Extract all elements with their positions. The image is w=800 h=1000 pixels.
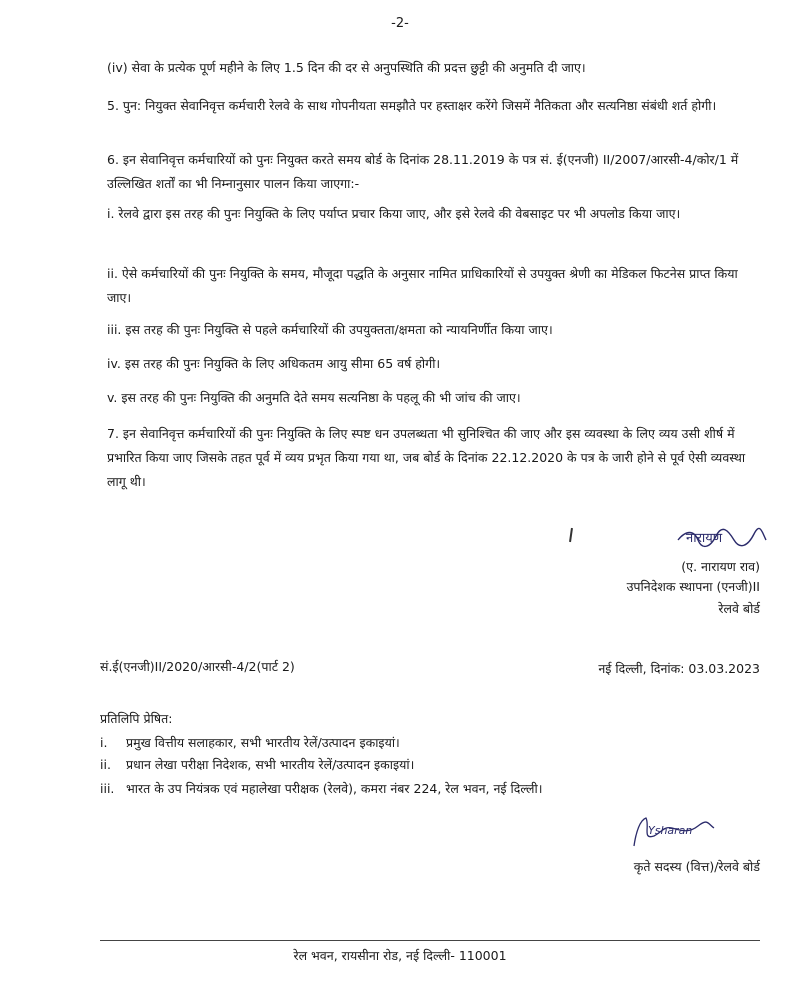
copy-item-number: iii. [100,781,115,796]
copy-item-number: ii. [100,757,111,772]
copy-item-number: i. [100,735,108,750]
signature-text-1: नारायण [686,531,723,546]
signatory-designation: उपनिदेशक स्थापना (एनजी)II [626,579,760,594]
signature-text-2: Ysharan [648,824,693,837]
condition-i-publicity: i. रेलवे द्वारा इस तरह की पुनः नियुक्ति के लिए पर्याप्त प्रचार किया जाए, और इसे रेलवे की वेबसाइट पर भी अपलोड किया जाए। [107,206,681,221]
paragraph-iv-leave: (iv) सेवा के प्रत्येक पूर्ण महीने के लिए 1.5 दिन की दर से अनुपस्थिति की प्रदत्त छुट्टी की अनुमति दी जाए। [107,60,586,75]
copy-item-text: भारत के उप नियंत्रक एवं महालेखा परीक्षक (रेलवे), कमरा नंबर 224, रेल भवन, नई दिल्ली। [125,781,543,796]
copy-list-item [100,734,400,751]
signatory-office: रेलवे बोर्ड [718,601,760,616]
copy-heading: प्रतिलिपि प्रेषित: [100,711,173,726]
paragraph-5-confidentiality: 5. पुन: नियुक्त सेवानिवृत्त कर्मचारी रेलवे के साथ गोपनीयता समझौते पर हस्ताक्षर करेंगे जिसमें नैतिकता और सत्यनिष्ठा संबंधी शर्त होगी। [107,98,717,113]
signature-mark-1 [676,524,768,554]
page-number: -2- [391,16,409,31]
copy-list-item [100,780,543,797]
footer-divider [100,940,760,941]
pen-mark [569,528,573,542]
paragraph-7-funds: 7. इन सेवानिवृत्त कर्मचारियों की पुनः नियुक्ति के लिए स्पष्ट धन उपलब्धता भी सुनिश्चित की जाए और इस व्यवस्था के लिए व्यय उसी शीर्ष में प्रभारित किया जाए जिसके तहत पूर्व में व्यय प्रभृत किया गया था, जब बोर्ड के दिनांक 22.12.2020 के पत्र के जारी होने से पूर्व ऐसी व्यवस्था लागू थी। [107,426,746,489]
copy-item-text: प्रधान लेखा परीक्षा निदेशक, सभी भारतीय रेलें/उत्पादन इकाइयां। [125,757,415,772]
condition-iii-suitability: iii. इस तरह की पुनः नियुक्ति से पहले कर्मचारियों की उपयुक्तता/क्षमता को न्यायनिर्णीत किया जाए। [107,322,553,337]
for-member-finance: कृते सदस्य (वित्त)/रेलवे बोर्ड [633,859,760,874]
footer-address: रेल भवन, रायसीना रोड, नई दिल्ली- 110001 [293,948,507,963]
signature-mark-2 [628,812,718,854]
place-and-date: नई दिल्ली, दिनांक: 03.03.2023 [598,661,760,676]
copy-item-text: प्रमुख वित्तीय सलाहकार, सभी भारतीय रेलें/उत्पादन इकाइयां। [125,735,400,750]
copy-list-item [100,756,414,773]
condition-iv-age-limit: iv. इस तरह की पुनः नियुक्ति के लिए अधिकतम आयु सीमा 65 वर्ष होगी। [107,356,441,371]
paragraph-6-conditions: 6. इन सेवानिवृत्त कर्मचारियों को पुनः नियुक्त करते समय बोर्ड के दिनांक 28.11.2019 के पत्र सं. ई(एनजी) II/2007/आरसी-4/कोर/1 में उल्लिखित शर्तों का भी निम्नानुसार पालन किया जाएगा:- [107,152,739,191]
signatory-name: (ए. नारायण राव) [681,559,760,574]
condition-v-integrity: v. इस तरह की पुनः नियुक्ति की अनुमति देते समय सत्यनिष्ठा के पहलू की भी जांच की जाए। [107,390,521,405]
condition-ii-medical: ii. ऐसे कर्मचारियों की पुनः नियुक्ति के समय, मौजूदा पद्धति के अनुसार नामित प्राधिकारियों से उपयुक्त श्रेणी का मेडिकल फिटनेस प्राप्त किया जाए। [107,266,738,305]
reference-number: सं.ई(एनजी)II/2020/आरसी-4/2(पार्ट 2) [100,659,295,674]
